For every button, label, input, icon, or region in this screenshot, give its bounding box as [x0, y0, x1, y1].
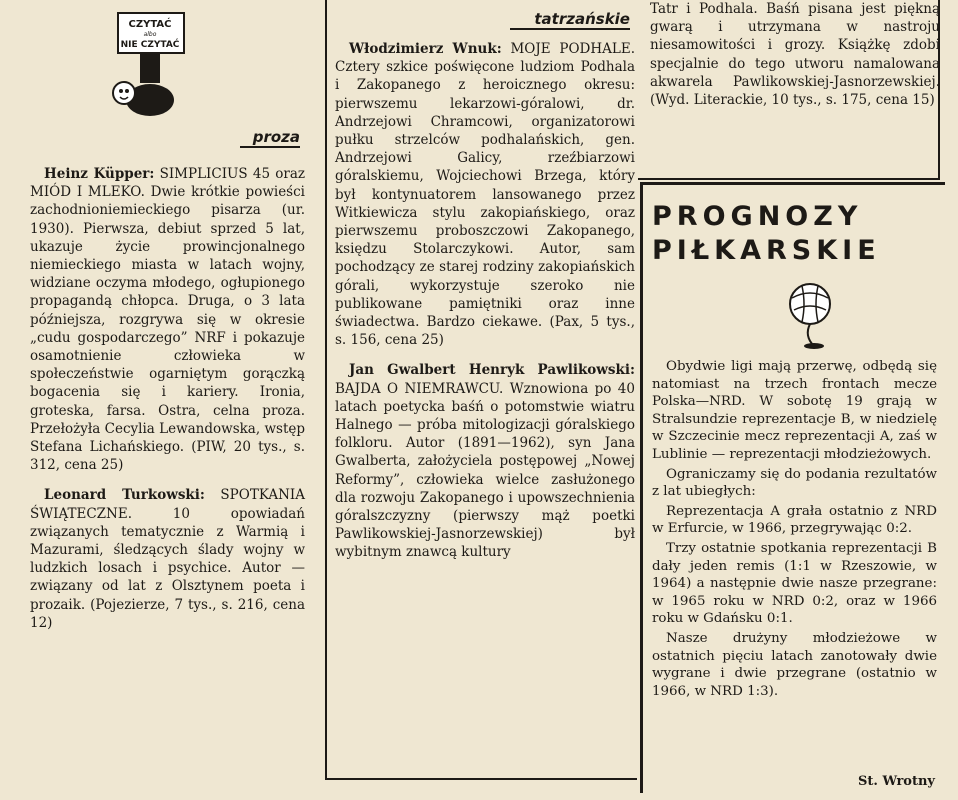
review-author: Leonard Turkowski: [44, 487, 205, 504]
football-paragraph: Nasze drużyny młodzieżowe w ostatnich pięciu latach zanotowały dwie wygrane i dwie przegrane (ostatnio w 1966, w NRD 1:3). [652, 630, 937, 699]
football-paragraph: Reprezentacja A grała ostatnio z NRD w Erfurcie, w 1966, przegrywając 0:2. [652, 503, 937, 537]
logo-text-mid: albo [143, 31, 157, 38]
review-author: Włodzimierz Wnuk: [349, 41, 502, 57]
continuation-text: Tatr i Podhala. Baśń pisana jest piękną gwarą i utrzymana w nastroju niesamowitości i grozy. Książkę zdobi specjalnie do tego utworu namalowana akwarela Pawlikowskiej-Jasnorzewskiej. (Wyd. Literackie, 10 tys., s. 175, cena 15) [650, 1, 940, 109]
football-article [652, 358, 937, 700]
reader-illustration-icon [100, 5, 200, 120]
review-author: Heinz Küpper: [44, 166, 155, 182]
review-text: SIMPLICIUS 45 oraz MIÓD I MLEKO. Dwie krótkie powieści zachodnioniemieckiego pisarza (ur. 1930). Pierwsza, debiut sprzed 5 lat, ukazuje życie prowincjonalnego niemieckiego miasta w latach wojny, widziane oczyma młodego, ogłupionego propagandą chłopca. Druga, o 3 lata późniejsza, rozgrywa się w okresie „cudu gospodarczego” NRF i pokazuje osamotnienie człowieka w społeczeństwie ogarniętym gorączką bogacenia się i kariery. Ironia, groteska, farsa. Ostra, celna proza. Przełożyła Cecylia Lewandowska, wstęp Stefana Lichańskiego. (PIW, 20 tys., s. 312, cena 25) [30, 166, 305, 474]
review-author: Jan Gwalbert Henryk Pawlikowski: [349, 362, 635, 379]
section-label-proza: proza [240, 128, 300, 148]
column-tatrzanskie [335, 0, 635, 790]
czytac-logo [100, 5, 200, 120]
author-signature: St. Wrotny [858, 774, 935, 789]
football-paragraph: Obydwie ligi mają przerwę, odbędą się natomiast na trzech frontach mecze Polska—NRD. W sobotę 19 grają w Stralsundzie reprezentacje B, w niedzielę w Szczecinie mecz reprezentacji A, zaś w Lublinie — reprezentacji młodzieżowych. [652, 359, 937, 462]
review-text: SPOTKANIA ŚWIĄTECZNE. 10 opowiadań związanych tematycznie z Warmią i Mazurami, śledzących ślady wojny w ludzkich losach i psychice. Autor — związany od lat z Olsztynem poeta i prozaik. (Pojezierze, 7 tys., s. 216, cena 12) [30, 487, 306, 631]
review-turkowski [30, 486, 305, 632]
logo-text-bottom: NIE CZYTAĆ [120, 40, 180, 50]
review-pawlikowski [335, 361, 635, 561]
review-wnuk [335, 40, 635, 349]
football-paragraph: Ograniczamy się do podania rezultatów z lat ubiegłych: [652, 466, 937, 500]
football-paragraph: Trzy ostatnie spotkania reprezentacji B dały jeden remis (1:1 w Rzeszowie, w 1964) a następnie dwie nasze przegrane: w 1965 roku w NRD 0:2, oraz w 1966 roku w Gdańsku 0:1. [652, 540, 937, 627]
logo-text-top: CZYTAĆ [128, 19, 172, 30]
review-kupper [30, 165, 305, 474]
section-label-tatrzanskie: tatrzańskie [510, 10, 630, 30]
headline [652, 200, 942, 268]
football-icon [780, 280, 840, 350]
headline-line1: PROGNOZY [652, 201, 863, 232]
review-text: BAJDA O NIEMRAWCU. Wznowiona po 40 latach poetycka baśń o potomstwie wiatru Halnego — próba mitologizacji góralskiego folkloru. Autor (1891—1962), syn Jana Gwalberta, założyciela postępowej „Nowej Reformy”, człowieka wielce zasłużonego dla rozwoju Zakopanego i upowszechnienia góralszczyzny (pierwszy mąż poetki Pawlikowskiej-Jasnorzewskiej) był wybitnym znawcą kultury [335, 380, 635, 561]
review-text: MOJE PODHALE. Cztery szkice poświęcone ludziom Podhala i Zakopanego z heroicznego okresu: pierwszemu lekarzowi-góralowi, dr. Andrzejowi Chramcowi, organizatorowi pułku strzelców podhalańskich, gen. Andrzejowi Galicy, rzeźbiarzowi góralskiemu, Wojciechowi Brzega, który był kontynuatorem lansowanego przez Witkiewicza stylu zakopiańskiego, oraz pierwszemu proboszczowi Zakopanego, księdzu Stolarczykowi. Autor, sam pochodzący ze starej rodziny zakopiańskich górali, wykorzystuje szeroko nie publikowane pamiętniki oraz inne świadectwa. Bardzo ciekawe. (Pax, 5 tys., s. 156, cena 25) [335, 41, 635, 349]
review-continuation [650, 0, 940, 109]
headline-line2: PIŁKARSKIE [652, 235, 881, 266]
